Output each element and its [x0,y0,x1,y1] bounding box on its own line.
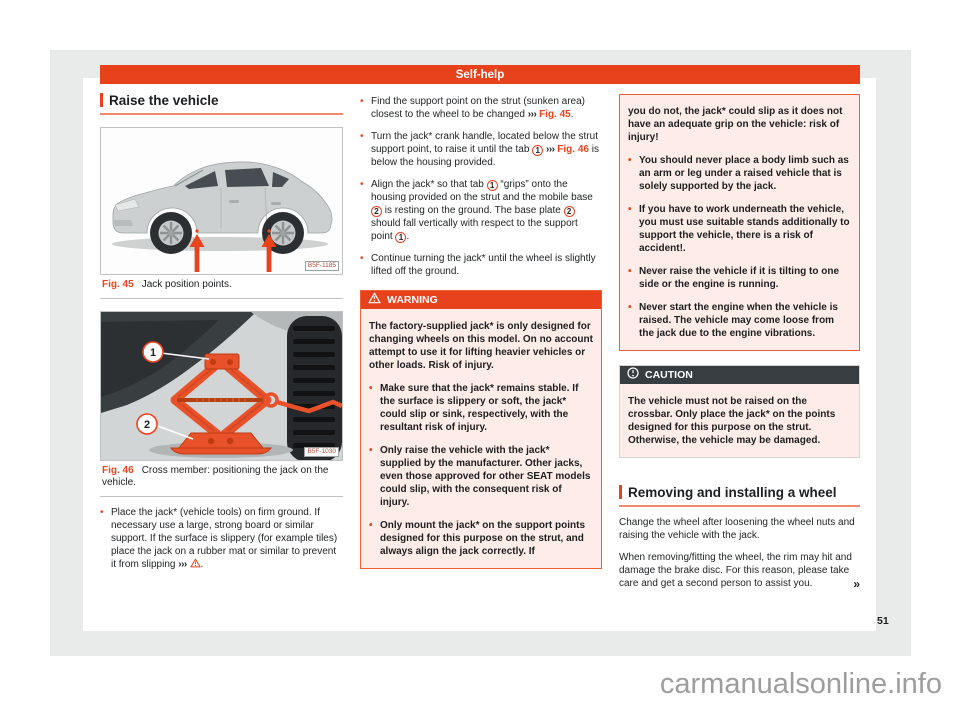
step-bullet: • Continue turning the jack* until the wheel is slightly lifted off the ground. [360,252,602,278]
scissor-jack-illustration [101,312,342,461]
step-bullets [360,95,602,278]
callout-number-ref: 1 [532,145,543,156]
chapter-header-bar [100,65,860,84]
warning-triangle-icon [190,559,201,570]
see-also-arrows: ››› [527,109,537,120]
warning-title: WARNING [387,293,438,306]
paragraph: • Only raise the vehicle with the jack* supplied by the manufacturer. Other jacks, even those approved for other SEAT models could slip, with the consequent risk of injury. [369,444,593,509]
figure-reference[interactable]: Fig. 45 [539,109,571,120]
section-heading-raise-the-vehicle: Raise the vehicle [100,92,343,115]
figure-45-id-tag: B5F-1185 [305,261,339,271]
figure-45-image [100,127,343,275]
figure-45-caption: Fig. 45 Jack position points. [100,275,343,299]
caution-box-body [620,384,859,457]
page-continuation-mark: » [853,577,860,591]
removing-wheel-paragraphs [619,516,860,590]
paragraph: The factory-supplied jack* is only designed for changing wheels on this model. On no account attempt to use it for lifting heavier vehicles or other loads. Risk of injury. [369,321,593,371]
paragraph: • Never raise the vehicle if it is tilting to one side or the engine is running. [628,265,851,291]
paragraph: • If you have to work underneath the vehicle, you must use suitable stands additionally to support the vehicle, there is a risk of accident!. [628,203,851,255]
figure-reference[interactable]: Fig. 46 [557,144,589,155]
callout-1: 1 [149,346,157,359]
warning-box [360,290,602,569]
step-bullet: • Turn the jack* crank handle, located below the strut support point, to raise it until the tab 1 ››› Fig. 46 is below the housing provided. [360,130,602,169]
step-bullet: • Find the support point on the strut (sunken area) closest to the wheel to be changed ››› Fig. 45. [360,95,602,121]
figure-46-caption: Fig. 46 Cross member: positioning the jack on the vehicle. [100,461,343,497]
paragraph: you do not, the jack* could slip as it does not have an adequate grip on the vehicle: risk of injury! [628,106,843,143]
page-number: 51 [877,615,889,627]
see-also-arrows: ››› [178,558,187,570]
column-right [619,86,860,590]
caution-circle-icon [627,367,639,383]
figure-46 [100,311,343,497]
figure-45-label: Fig. 45 [102,279,134,290]
paragraph: • Make sure that the jack* remains stable. If the surface is slippery or soft, the jack* could slip or sink, respectively, with the resultant risk of injury. [369,382,593,434]
chapter-title: Self-help [455,68,505,81]
step-bullet: • Align the jack* so that tab 1 “grips” onto the housing provided on the strut and the mobile base 2 is resting on the ground. The base plate 2 should fall vertically with respect to the support point 1 . [360,178,602,243]
callout-number-ref: 1 [487,180,498,191]
paragraph: Change the wheel after loosening the wheel nuts and raising the vehicle with the jack. [619,517,855,541]
callout-number-ref: 1 [395,232,406,243]
column-left [100,86,343,571]
warning-box-header [361,291,601,309]
callout-number-ref: 2 [564,206,575,217]
paragraph: • Never start the engine when the vehicle is raised. The vehicle may come loose from the jack due to the engine vibrations. [628,301,851,340]
see-also-arrows: ››› [546,144,555,155]
paragraph: • Only mount the jack* on the support points designed for this purpose on the strut, and always align the jack correctly. If [369,519,593,558]
caution-box-header [620,366,859,384]
caution-title: CAUTION [645,368,693,381]
figure-46-image [100,311,343,461]
warning-box-continued [619,94,860,351]
warning-box-body [361,309,601,568]
figure-45 [100,127,343,299]
callout-number-ref: 2 [371,206,382,217]
figure-46-label: Fig. 46 [102,464,134,476]
paragraph-place-jack: • Place the jack* (vehicle tools) on firm ground. If necessary use a large, strong board or similar support. If the surface is slippery (for example tiles) place the jack on a rubber mat or similar to prevent it from slipping ››› . [100,506,343,571]
paragraph: When removing/fitting the wheel, the rim may hit and damage the brake disc. For this reason, please take care and get a second person to assist you. » [619,552,860,591]
car-side-view-illustration [101,128,342,275]
caution-box [619,365,860,458]
section-heading-removing-wheel: Removing and installing a wheel [619,484,860,507]
callout-2: 2 [143,418,151,431]
warning-triangle-icon [368,292,381,308]
figure-46-id-tag: B5F-1030 [304,447,339,457]
paragraph: • You should never place a body limb such as an arm or leg under a raised vehicle that is solely supported by the jack. [628,154,851,193]
column-middle [360,86,602,569]
watermark-text: carmanualsonline.info [659,668,942,700]
caution-text: The vehicle must not be raised on the crossbar. Only place the jack* on the points designed for this purpose on the strut. Otherwise, the vehicle may be damaged. [628,396,836,446]
